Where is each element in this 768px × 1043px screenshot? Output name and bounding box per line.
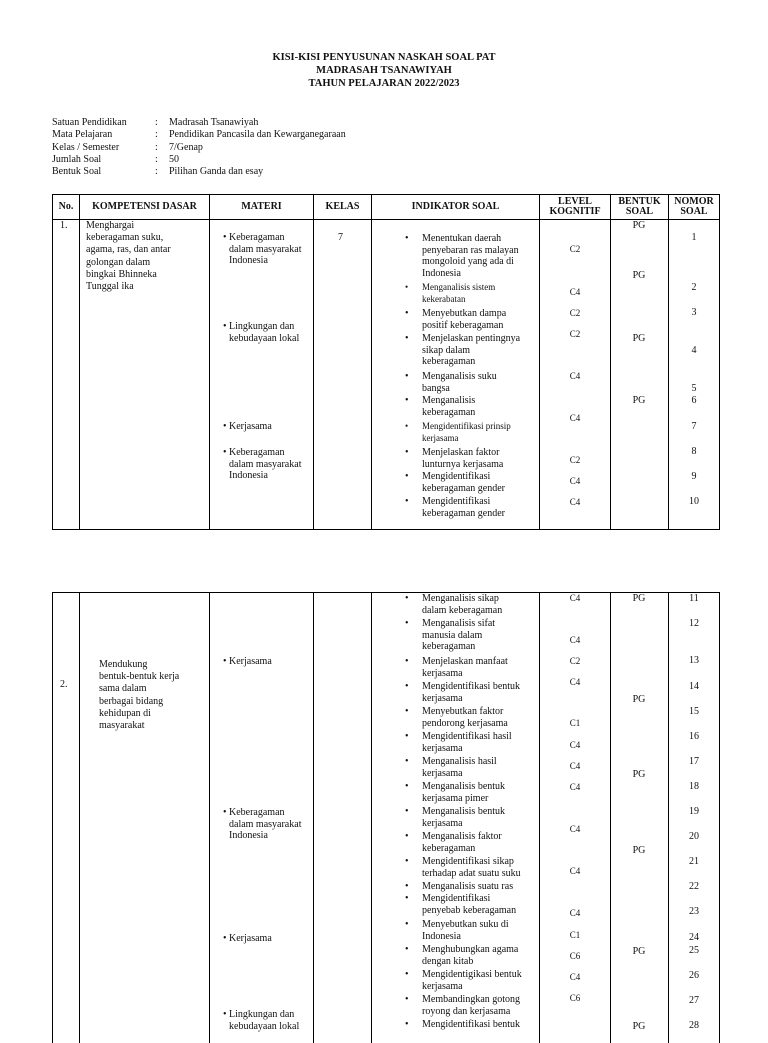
nomor-soal: 27 bbox=[689, 995, 699, 1006]
nomor-soal: 3 bbox=[691, 307, 697, 318]
level-kognitif: C4 bbox=[569, 476, 581, 486]
materi-item: • Keberagaman dalam masyarakat Indonesia bbox=[223, 807, 302, 841]
title-line-1: KISI-KISI PENYUSUNAN NASKAH SOAL PAT bbox=[272, 52, 496, 63]
level-kognitif: C4 bbox=[569, 972, 581, 982]
row-number: 1. bbox=[60, 220, 68, 231]
nomor-soal: 23 bbox=[689, 906, 699, 917]
indikator-item: • Menganalisis suatu ras bbox=[405, 881, 514, 892]
header-bentuk-soal: BENTUK SOAL bbox=[618, 195, 661, 217]
row-number: 2. bbox=[60, 679, 68, 690]
indikator-item: • Menghubungkan agama dengan kitab bbox=[405, 944, 519, 967]
materi-item: • Lingkungan dan kebudayaan lokal bbox=[223, 321, 300, 344]
info-row: Bentuk Soal : Pilihan Ganda dan esay bbox=[52, 166, 264, 178]
nomor-soal: 15 bbox=[689, 706, 699, 717]
indikator-item: • Membandingkan gotong royong dan kerjasama bbox=[405, 994, 521, 1017]
bentuk-soal: PG bbox=[632, 946, 646, 957]
nomor-soal: 25 bbox=[689, 945, 699, 956]
level-kognitif: C6 bbox=[569, 993, 581, 1003]
nomor-soal: 6 bbox=[691, 395, 697, 406]
indikator-item: • Menganalisis sifat manusia dalam keberagaman bbox=[405, 618, 496, 653]
header-no: No. bbox=[58, 200, 74, 212]
info-row: Satuan Pendidikan : Madrasah Tsanawiyah bbox=[52, 117, 259, 128]
nomor-soal: 22 bbox=[689, 881, 699, 892]
nomor-soal: 7 bbox=[691, 421, 697, 432]
nomor-soal: 2 bbox=[691, 282, 697, 293]
document-info bbox=[52, 117, 346, 178]
materi-item: • Kerjasama bbox=[223, 656, 272, 667]
indikator-item: • Menjelaskan faktor lunturnya kerjasama bbox=[405, 447, 504, 470]
nomor-soal: 10 bbox=[689, 496, 699, 507]
nomor-soal: 16 bbox=[689, 731, 699, 742]
indikator-item: • Menganalisis bentuk kerjasama bbox=[405, 806, 506, 829]
info-label: Mata Pelajaran bbox=[52, 129, 113, 141]
header-nomor-soal: NOMOR SOAL bbox=[674, 195, 714, 217]
level-kognitif: C4 bbox=[569, 287, 581, 297]
kompetensi-dasar: Menghargai keberagaman suku, agama, ras, dan antar golongan dalam bingkai Bhinneka Tunggal ika bbox=[86, 220, 171, 293]
header-materi: MATERI bbox=[241, 200, 282, 212]
nomor-soal: 18 bbox=[689, 781, 699, 792]
bentuk-soal: PG bbox=[632, 333, 646, 344]
indikator-item: • Mengidentifikasi bentuk bbox=[405, 1019, 521, 1030]
indikator-item: • Mengidentifikasi penyebab keberagaman bbox=[405, 893, 517, 916]
bentuk-soal: PG bbox=[632, 395, 646, 406]
header-kelas: KELAS bbox=[325, 200, 360, 212]
nomor-soal: 24 bbox=[689, 932, 699, 943]
nomor-soal: 11 bbox=[689, 593, 699, 604]
level-kognitif: C4 bbox=[569, 740, 581, 750]
kompetensi-dasar: Mendukung bentuk-bentuk kerja sama dalam berbagai bidang kehidupan di masyarakat bbox=[99, 659, 180, 732]
indikator-item: • Mengidentifikasi sikap terhadap adat suatu suku bbox=[405, 856, 521, 879]
header-kompetensi-dasar: KOMPETENSI DASAR bbox=[92, 200, 197, 212]
bentuk-soal: PG bbox=[632, 220, 646, 231]
kisi-kisi-table-1 bbox=[52, 194, 720, 530]
indikator-item: • Menyebutkan faktor pendorong kerjasama bbox=[405, 706, 508, 729]
bentuk-soal: PG bbox=[632, 769, 646, 780]
nomor-soal: 14 bbox=[689, 681, 699, 692]
info-value: Pilihan Ganda dan esay bbox=[169, 166, 264, 178]
nomor-soal: 17 bbox=[689, 756, 699, 767]
table-header bbox=[53, 195, 719, 220]
info-row: Jumlah Soal : 50 bbox=[52, 153, 179, 165]
indikator-item: • Mengidentifikasi keberagaman gender bbox=[405, 496, 506, 519]
title-line-3: TAHUN PELAJARAN 2022/2023 bbox=[308, 78, 460, 89]
info-row: Mata Pelajaran : Pendidikan Pancasila dan Kewarganegaraan bbox=[52, 129, 346, 141]
bentuk-soal: PG bbox=[632, 845, 646, 856]
materi-item: • Keberagaman dalam masyarakat Indonesia bbox=[223, 447, 302, 481]
nomor-soal: 13 bbox=[689, 655, 699, 666]
level-kognitif: C4 bbox=[569, 593, 581, 603]
indikator-item: • Mengidentifikasi keberagaman gender bbox=[405, 471, 506, 494]
nomor-soal: 21 bbox=[689, 856, 699, 867]
info-value: Pendidikan Pancasila dan Kewarganegaraan bbox=[169, 129, 346, 141]
level-kognitif: C4 bbox=[569, 413, 581, 423]
level-kognitif: C4 bbox=[569, 761, 581, 771]
indikator-item: • Menganalisis hasil kerjasama bbox=[405, 756, 497, 779]
info-label: Kelas / Semester bbox=[52, 141, 120, 153]
level-kognitif: C2 bbox=[569, 308, 581, 318]
indikator-item: • Menjelaskan manfaat kerjasama bbox=[405, 656, 508, 679]
nomor-soal: 5 bbox=[691, 383, 697, 394]
level-kognitif: C2 bbox=[569, 244, 581, 254]
kelas-value: 7 bbox=[338, 232, 343, 243]
level-kognitif: C2 bbox=[569, 656, 581, 666]
info-row: Kelas / Semester : 7/Genap bbox=[52, 141, 203, 153]
materi-item: • Keberagaman dalam masyarakat Indonesia bbox=[223, 232, 302, 266]
info-label: Satuan Pendidikan bbox=[52, 117, 127, 128]
info-value: Madrasah Tsanawiyah bbox=[169, 117, 259, 128]
level-kognitif: C1 bbox=[569, 930, 581, 940]
level-kognitif: C2 bbox=[569, 329, 581, 339]
level-kognitif: C4 bbox=[569, 824, 581, 834]
nomor-soal: 28 bbox=[689, 1020, 699, 1031]
nomor-soal: 1 bbox=[691, 232, 697, 243]
indikator-item: • Menentukan daerah penyebaran ras malayan mongoloid yang ada di Indonesia bbox=[405, 233, 519, 279]
indikator-item: • Menganalisis sistem kekerabatan bbox=[405, 282, 496, 304]
materi-item: • Lingkungan dan kebudayaan lokal bbox=[223, 1009, 300, 1032]
nomor-soal: 26 bbox=[689, 970, 699, 981]
indikator-item: • Mengidentifikasi hasil kerjasama bbox=[405, 731, 512, 754]
indikator-item: • Mengidentifikasi prinsip kerjasama bbox=[405, 421, 511, 443]
bentuk-soal: PG bbox=[632, 270, 646, 281]
level-kognitif: C6 bbox=[569, 951, 581, 961]
level-kognitif: C4 bbox=[569, 866, 581, 876]
bentuk-soal: PG bbox=[632, 1021, 646, 1032]
nomor-soal: 8 bbox=[691, 446, 697, 457]
kisi-kisi-table-2 bbox=[52, 592, 720, 1043]
indikator-item: • Menganalisis suku bangsa bbox=[405, 371, 497, 394]
level-kognitif: C2 bbox=[569, 455, 581, 465]
document-title bbox=[0, 51, 768, 90]
nomor-soal: 4 bbox=[691, 345, 697, 356]
title-line-2: MADRASAH TSANAWIYAH bbox=[316, 65, 452, 76]
info-value: 7/Genap bbox=[169, 141, 203, 153]
indikator-item: • Menjelaskan pentingnya sikap dalam keberagaman bbox=[405, 333, 521, 368]
indikator-item: • Menganalisis keberagaman bbox=[405, 395, 476, 418]
nomor-soal: 9 bbox=[691, 471, 697, 482]
level-kognitif: C4 bbox=[569, 677, 581, 687]
info-label: Jumlah Soal bbox=[52, 153, 102, 165]
indikator-item: • Menyebutkan suku di Indonesia bbox=[405, 919, 509, 942]
nomor-soal: 20 bbox=[689, 831, 699, 842]
indikator-item: • Menganalisis faktor keberagaman bbox=[405, 831, 502, 854]
header-indikator-soal: INDIKATOR SOAL bbox=[411, 200, 500, 212]
level-kognitif: C4 bbox=[569, 908, 581, 918]
bentuk-soal: PG bbox=[632, 694, 646, 705]
level-kognitif: C4 bbox=[569, 782, 581, 792]
indikator-item: • Mengidentigikasi bentuk kerjasama bbox=[405, 969, 522, 992]
info-value: 50 bbox=[169, 153, 179, 165]
indikator-item: • Mengidentifikasi bentuk kerjasama bbox=[405, 681, 521, 704]
indikator-item: • Menganalisis bentuk kerjasama pimer bbox=[405, 781, 506, 804]
nomor-soal: 12 bbox=[689, 618, 699, 629]
info-label: Bentuk Soal bbox=[52, 166, 102, 178]
indikator-item: • Menyebutkan dampa positif keberagaman bbox=[405, 308, 507, 331]
header-level-kognitif: LEVEL KOGNITIF bbox=[549, 195, 601, 217]
level-kognitif: C4 bbox=[569, 497, 581, 507]
indikator-item: • Menganalisis sikap dalam keberagaman bbox=[405, 593, 503, 616]
level-kognitif: C4 bbox=[569, 635, 581, 645]
materi-item: • Kerjasama bbox=[223, 421, 272, 432]
level-kognitif: C4 bbox=[569, 371, 581, 381]
bentuk-soal: PG bbox=[632, 593, 646, 604]
level-kognitif: C1 bbox=[569, 718, 581, 728]
materi-item: • Kerjasama bbox=[223, 933, 272, 944]
nomor-soal: 19 bbox=[689, 806, 699, 817]
